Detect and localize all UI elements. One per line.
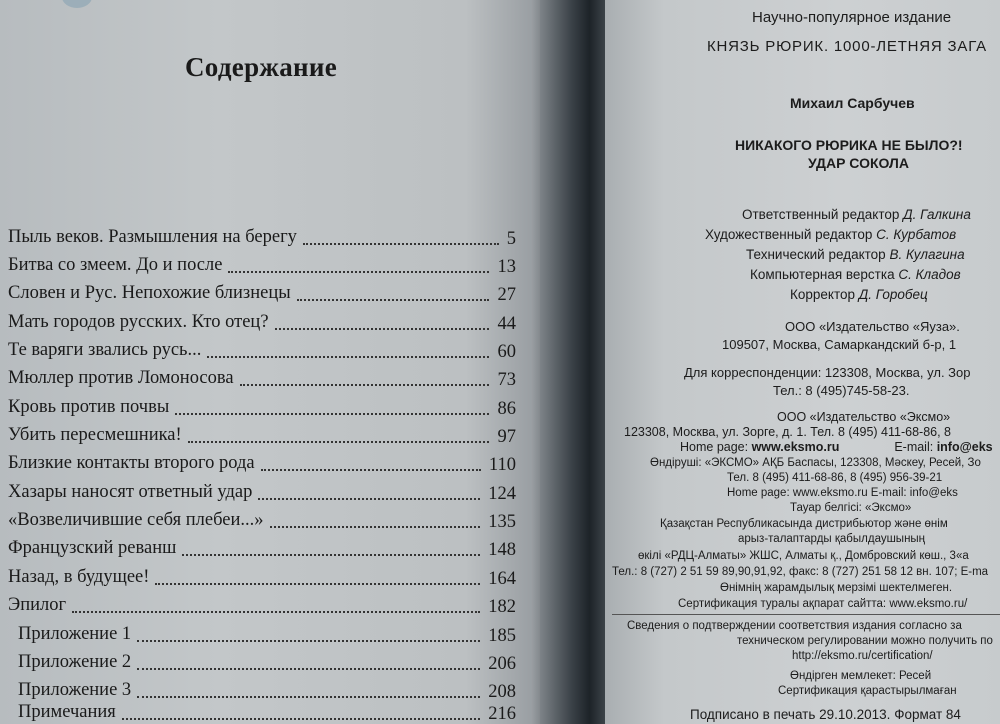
toc-entry[interactable] [8,622,516,649]
home-page-label: Home page: [680,440,752,454]
certification-status: Сертификация қарастырылмаған [778,685,957,697]
book-title-line-2: УДАР СОКОЛА [808,155,909,171]
toc-entry[interactable] [8,593,516,620]
toc-entry-page: 216 [488,704,516,724]
toc-leader-dots [72,611,480,613]
yauza-name: ООО «Издательство «Яуза». [785,319,960,334]
origin-country: Өндірген мемлекет: Ресей [790,670,932,682]
toc-entry-page: 206 [488,654,516,674]
kz-trademark: Тауар белгісі: «Эксмо» [790,502,912,514]
signed-to-print: Подписано в печать 29.10.2013. Формат 84 [690,707,961,722]
credit-role: Ответственный редактор [742,207,900,222]
toc-leader-dots [155,583,480,585]
kz-producer: Өндіруші: «ЭКСМО» АҚБ Баспасы, 123308, Мәскеу, Ресей, Зо [650,457,981,469]
toc-entry-page: 60 [497,342,516,362]
toc-leader-dots [228,271,489,273]
toc-entry[interactable] [8,423,516,450]
toc-entry[interactable] [8,253,516,280]
toc-entry-title: Хазары наносят ответный удар [8,482,253,502]
toc-entry-title: Близкие контакты второго рода [8,453,255,473]
toc-title: Содержание [185,52,338,82]
credit-name: Д. Горобец [858,287,928,302]
toc-entry-page: 208 [488,682,516,702]
kz-representative: өкілі «РДЦ-Алматы» ЖШС, Алматы қ., Домбровский көш., 3«а [638,550,969,562]
toc-entry-title: Убить пересмешника! [8,425,182,445]
toc-entry-title: Те варяги звались русь... [8,340,202,360]
toc-leader-dots [122,718,480,720]
toc-leader-dots [261,469,481,471]
credit-line [705,227,956,242]
toc-entry-page: 135 [488,512,516,532]
toc-leader-dots [188,441,489,443]
toc-entry[interactable] [8,281,516,308]
toc-leader-dots [137,696,480,698]
toc-leader-dots [137,668,480,670]
toc-entry[interactable] [8,508,516,535]
credit-name: С. Кладов [898,267,961,282]
toc-leader-dots [275,328,489,330]
eksmo-contacts [680,440,993,454]
credit-line [790,287,928,302]
credit-role: Корректор [790,287,856,302]
toc-entry-title: Приложение 3 [18,680,132,700]
toc-leader-dots [137,640,480,642]
divider [612,614,1000,615]
toc-entry-page: 182 [488,597,516,617]
eksmo-address: 123308, Москва, ул. Зорге, д. 1. Тел. 8 (495) 411-68-86, 8 [624,425,952,439]
kz-web: Home page: www.eksmo.ru E-mail: info@eks [727,487,958,499]
toc-entry-page: 13 [497,257,516,277]
toc-leader-dots [240,384,489,386]
credit-line [742,207,971,222]
toc-entry-title: Мюллер против Ломоносова [8,368,234,388]
toc-entry[interactable] [8,536,516,563]
certification-url[interactable]: http://eksmo.ru/certification/ [792,650,933,662]
credit-name: С. Курбатов [876,227,957,242]
toc-entry-page: 5 [506,229,516,249]
kz-phone: Тел. 8 (495) 411-68-86, 8 (495) 956-39-21 [727,472,943,484]
toc-entry-title: «Возвеличившие себя плебеи...» [8,510,264,530]
toc-entry-page: 185 [488,626,516,646]
toc-entry-title: Пыль веков. Размышления на берегу [8,227,297,247]
toc-entry[interactable] [8,650,516,677]
toc-entry[interactable] [8,565,516,592]
credit-name: Д. Галкина [903,207,971,222]
yauza-address: 109507, Москва, Самаркандский б-р, 1 [722,337,957,352]
kz-contacts: Тел.: 8 (727) 2 51 59 89,90,91,92, факс: 8 (727) 251 58 12 вн. 107; E-ma [612,566,989,578]
credit-role: Технический редактор [746,247,886,262]
toc-entry[interactable] [8,338,516,365]
email-link[interactable]: info@eks [936,440,993,454]
toc-entry-title: Эпилог [8,595,67,615]
kz-shelf-life: Өнімнің жарамдылық мерзімі шектелмеген. [720,582,953,594]
eksmo-name: ООО «Издательство «Эксмо» [777,410,951,424]
toc-entry-title: Кровь против почвы [8,397,170,417]
toc-leader-dots [258,498,480,500]
toc-entry-page: 110 [488,455,516,475]
book-title-line-1: НИКАКОГО РЮРИКА НЕ БЫЛО?! [735,137,963,153]
credit-role: Художественный редактор [705,227,873,242]
email-label: E-mail: [894,440,937,454]
toc-entry-title: Мать городов русских. Кто отец? [8,312,269,332]
credit-line [746,247,965,262]
kz-claims: арыз-талаптарды қабылдаушының [738,533,926,545]
toc-leader-dots [270,526,480,528]
toc-entry-page: 148 [488,540,516,560]
toc-leader-dots [182,554,480,556]
toc-entry-page: 164 [488,569,516,589]
toc-leader-dots [207,356,489,358]
certification-line-2: техническом регулировании можно получить по [737,635,993,647]
toc-entry-page: 86 [497,399,516,419]
toc-entry-title: Словен и Рус. Непохожие близнецы [8,283,291,303]
toc-leader-dots [297,299,489,301]
toc-entry-page: 73 [497,370,516,390]
correspondence-phone: Тел.: 8 (495)745-58-23. [773,383,910,398]
kz-certification: Сертификация туралы ақпарат сайтта: www.eksmo.ru/ [678,598,968,610]
toc-entry-title: Битва со змеем. До и после [8,255,223,275]
toc-entry-title: Назад, в будущее! [8,567,150,587]
credit-name: В. Кулагина [889,247,965,262]
toc-entry[interactable] [8,366,516,393]
toc-entry-page: 27 [497,285,516,305]
correspondence-address: Для корреспонденции: 123308, Москва, ул. Зор [684,365,971,380]
toc-entry-title: Французский реванш [8,538,177,558]
credit-line [750,267,961,282]
toc-entry[interactable] [8,395,516,422]
toc-entry-title: Приложение 1 [18,624,132,644]
certification-line-1: Сведения о подтверждении соответствия издания согласно за [627,620,962,632]
series-title: КНЯЗЬ РЮРИК. 1000-ЛЕТНЯЯ ЗАГА [707,38,987,55]
toc-entry-title: Приложение 2 [18,652,132,672]
edition-type: Научно-популярное издание [752,9,952,26]
toc-entry[interactable] [8,225,516,252]
home-page-link[interactable]: www.eksmo.ru [751,440,840,454]
toc-entry[interactable] [8,310,516,337]
toc-entry[interactable] [8,451,516,478]
toc-entry[interactable] [8,700,516,724]
toc-entry-page: 124 [488,484,516,504]
toc-entry-title: Примечания [18,702,116,722]
toc-entry[interactable] [8,480,516,507]
toc-entry-page: 97 [497,427,516,447]
kz-distributor: Қазақстан Республикасында дистрибьютор және өнім [660,518,948,530]
author: Михаил Сарбучев [790,95,915,111]
credit-role: Компьютерная верстка [750,267,895,282]
toc-leader-dots [175,413,489,415]
toc-entry-page: 44 [497,314,516,334]
toc-leader-dots [303,243,499,245]
